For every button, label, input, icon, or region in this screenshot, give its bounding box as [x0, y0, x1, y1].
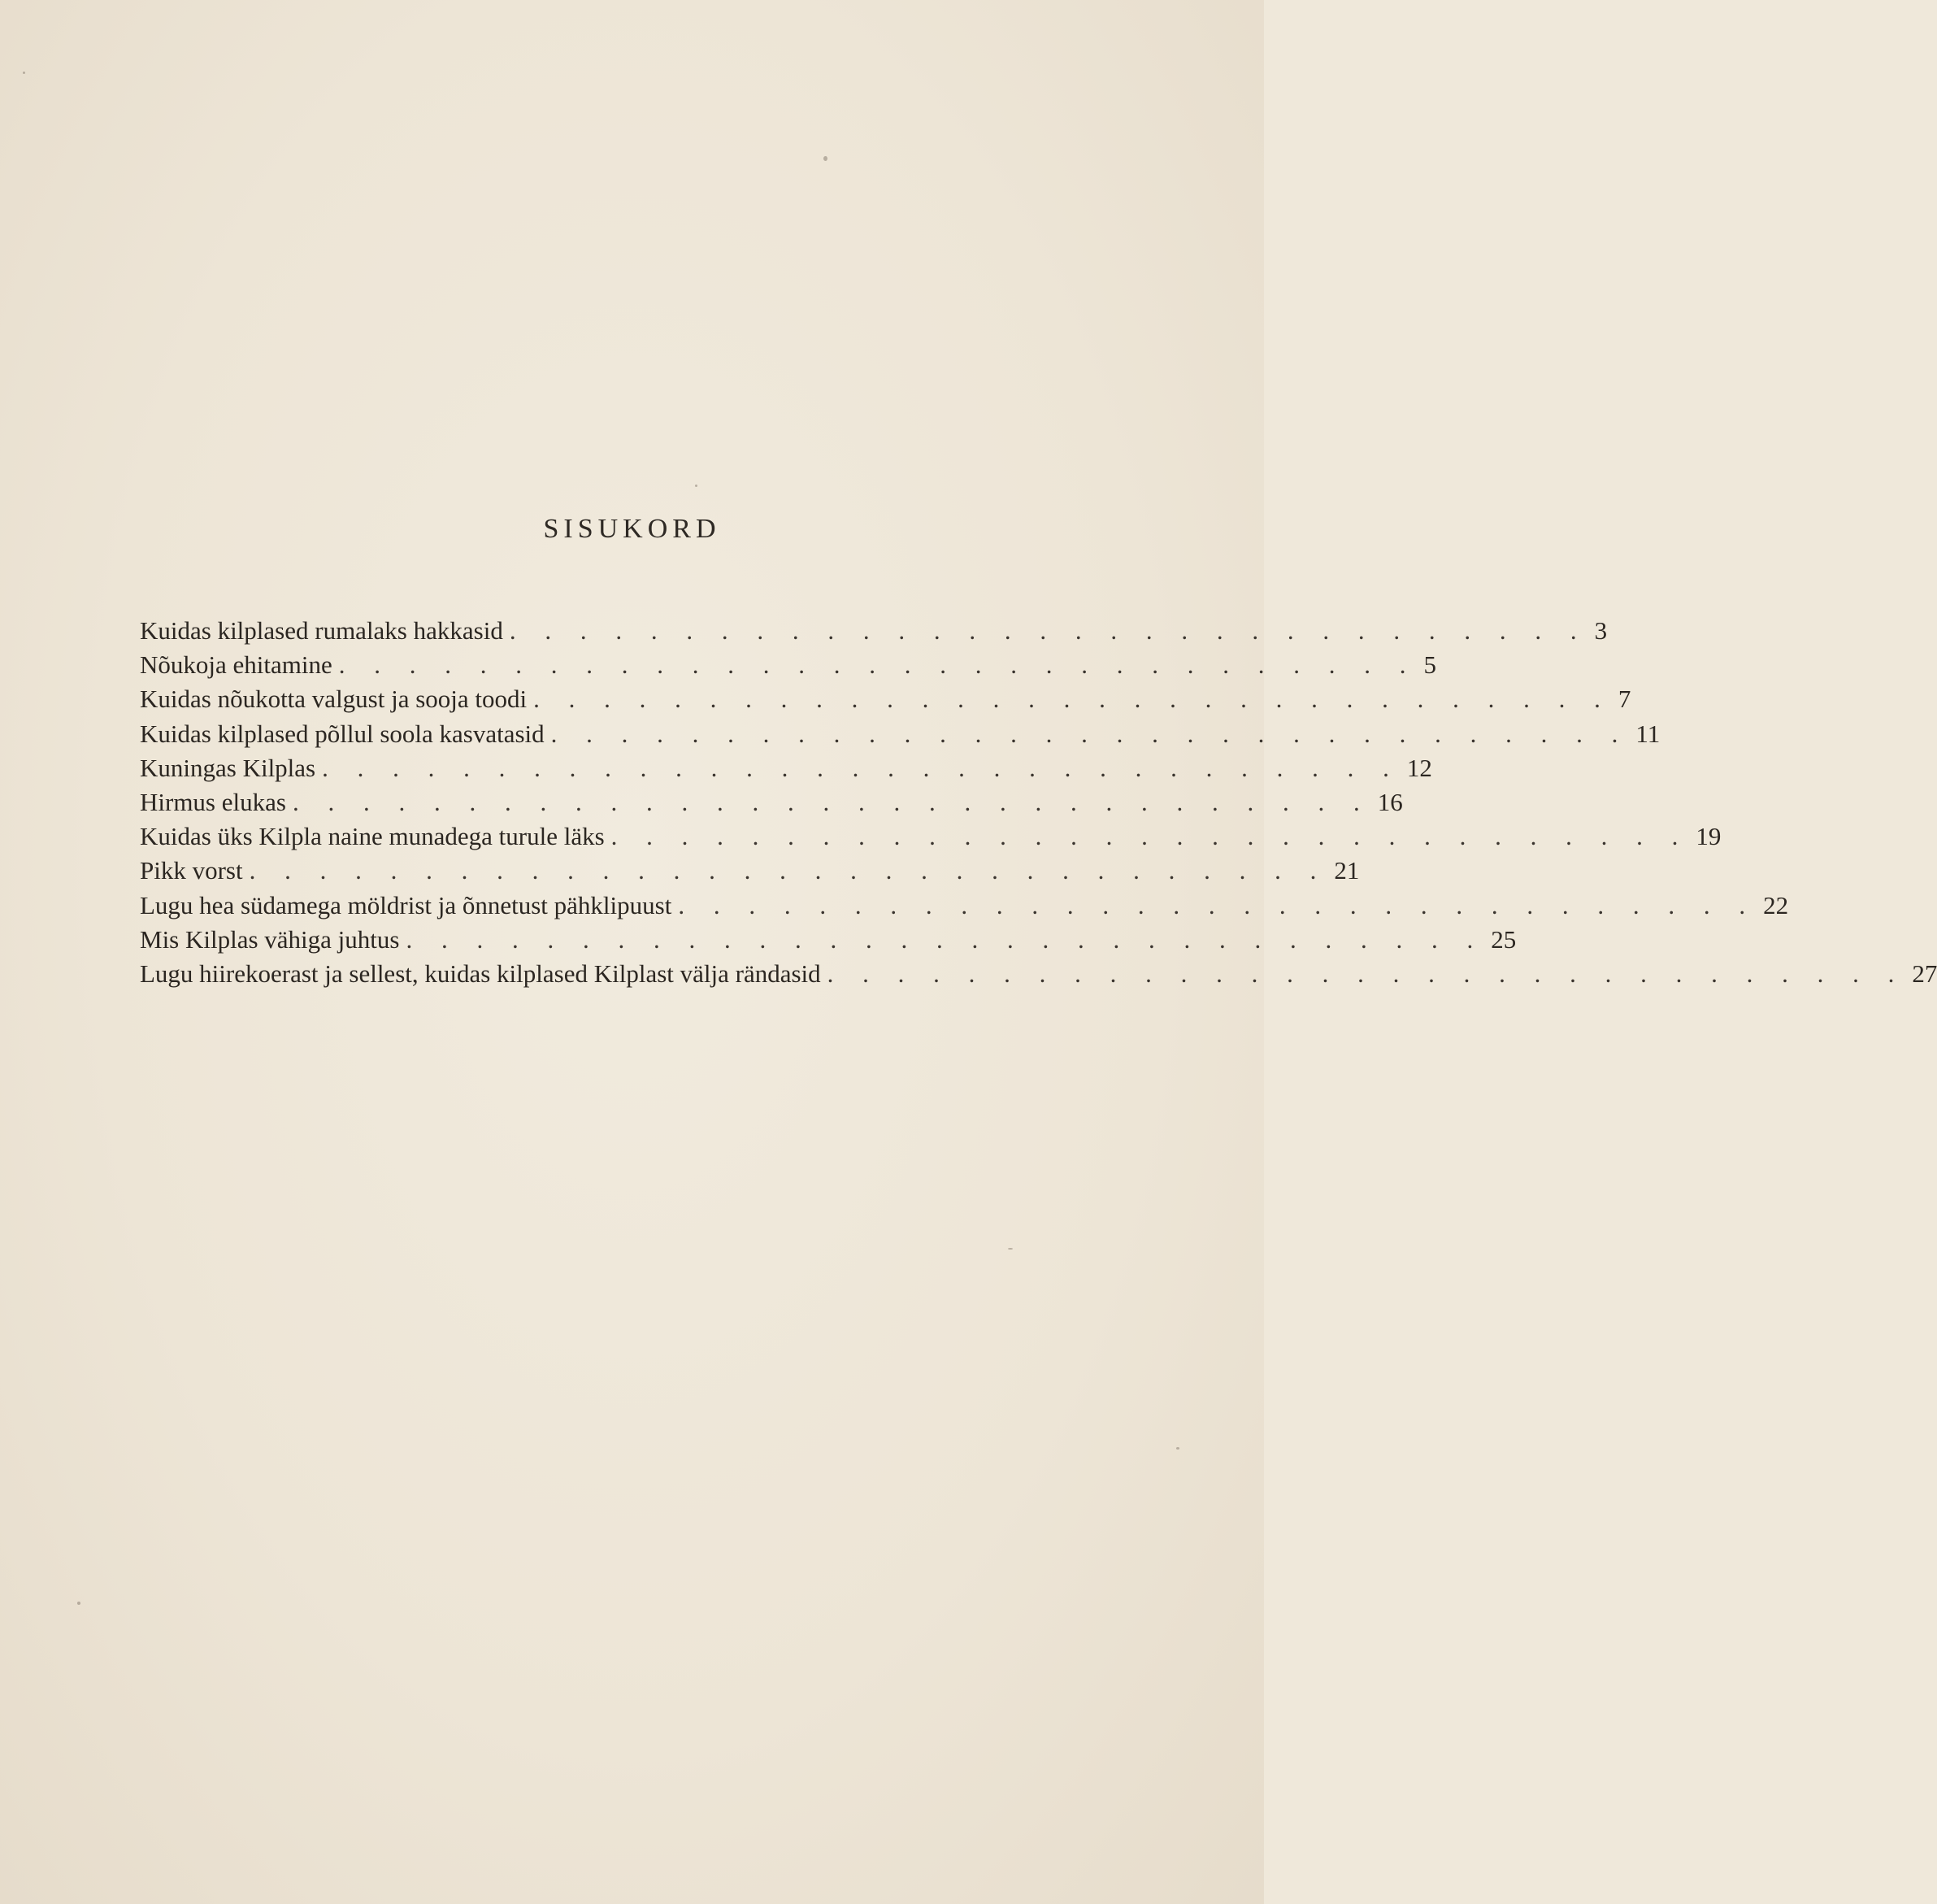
toc-entry — [140, 924, 1517, 959]
toc-entry-page: 27 — [1912, 959, 1937, 988]
toc-entry — [140, 685, 1631, 719]
dot-leader: . . . . . . . . . . . . . . . . . . . . . . . . . . . . . . . — [533, 685, 1612, 714]
toc-entry-page: 5 — [1423, 650, 1436, 680]
paper-speck — [695, 485, 697, 487]
toc-entry-title: Kuningas Kilplas — [140, 753, 316, 782]
paper-speck — [823, 156, 827, 161]
page-title: SISUKORD — [543, 514, 721, 544]
toc-entry — [140, 787, 1403, 822]
toc-entry-title: Kuidas üks Kilpla naine munadega turule läks — [140, 822, 605, 851]
dot-leader: . . . . . . . . . . . . . . . . . . . . . . . . . . . . . . . — [292, 787, 1371, 816]
toc-entry — [140, 616, 1608, 650]
dot-leader: . . . . . . . . . . . . . . . . . . . . . . . . . . . . . . . — [322, 753, 1401, 782]
toc-entry-page: 7 — [1618, 685, 1631, 714]
paper-speck — [1008, 1248, 1013, 1250]
toc-entry-page: 11 — [1635, 719, 1661, 748]
paper-speck — [77, 1602, 80, 1605]
toc-entry — [140, 856, 1360, 890]
toc-entry-page: 22 — [1763, 890, 1789, 919]
toc-entry-page: 3 — [1594, 616, 1608, 645]
paper-speck — [1176, 1447, 1179, 1450]
toc-entry-title: Nõukoja ehitamine — [140, 650, 332, 680]
dot-leader: . . . . . . . . . . . . . . . . . . . . . . . . . . . . . . . — [338, 650, 1418, 680]
toc-entry-title: Kuidas nõukotta valgust ja sooja toodi — [140, 685, 528, 714]
toc-entry-page: 12 — [1406, 753, 1432, 782]
toc-entry-page: 21 — [1334, 856, 1360, 885]
dot-leader: . . . . . . . . . . . . . . . . . . . . . . . . . . . . . . . — [550, 719, 1630, 748]
toc-entry-page: 25 — [1491, 924, 1517, 954]
toc-entry — [140, 822, 1722, 856]
dot-leader: . . . . . . . . . . . . . . . . . . . . . . . . . . . . . . . — [406, 924, 1485, 954]
toc-entry-title: Kuidas kilplased rumalaks hakkasid — [140, 616, 503, 645]
toc-entry-title: Lugu hiirekoerast ja sellest, kuidas kilplased Kilplast välja rändasid — [140, 959, 821, 988]
toc-entry-page: 19 — [1696, 822, 1722, 851]
toc-entry — [140, 650, 1436, 685]
toc-entry-page: 16 — [1377, 787, 1403, 816]
dot-leader: . . . . . . . . . . . . . . . . . . . . . . . . . . . . . . . — [249, 856, 1328, 885]
dot-leader: . . . . . . . . . . . . . . . . . . . . . . . . . . . . . . . — [827, 959, 1906, 988]
toc-entry-title: Mis Kilplas vähiga juhtus — [140, 924, 400, 954]
toc-entry — [140, 959, 1937, 993]
table-of-contents — [140, 616, 1937, 993]
toc-entry-title: Hirmus elukas — [140, 787, 286, 816]
toc-entry-title: Lugu hea südamega möldrist ja õnnetust pähklipuust — [140, 890, 672, 919]
toc-entry — [140, 890, 1789, 925]
toc-entry — [140, 719, 1661, 754]
dot-leader: . . . . . . . . . . . . . . . . . . . . . . . . . . . . . . . — [610, 822, 1690, 851]
dot-leader: . . . . . . . . . . . . . . . . . . . . . . . . . . . . . . . — [509, 616, 1588, 645]
paper-speck — [23, 72, 25, 74]
toc-entry-title: Pikk vorst — [140, 856, 243, 885]
toc-entry — [140, 753, 1432, 788]
toc-entry-title: Kuidas kilplased põllul soola kasvatasid — [140, 719, 545, 748]
dot-leader: . . . . . . . . . . . . . . . . . . . . . . . . . . . . . . . — [678, 890, 1757, 919]
